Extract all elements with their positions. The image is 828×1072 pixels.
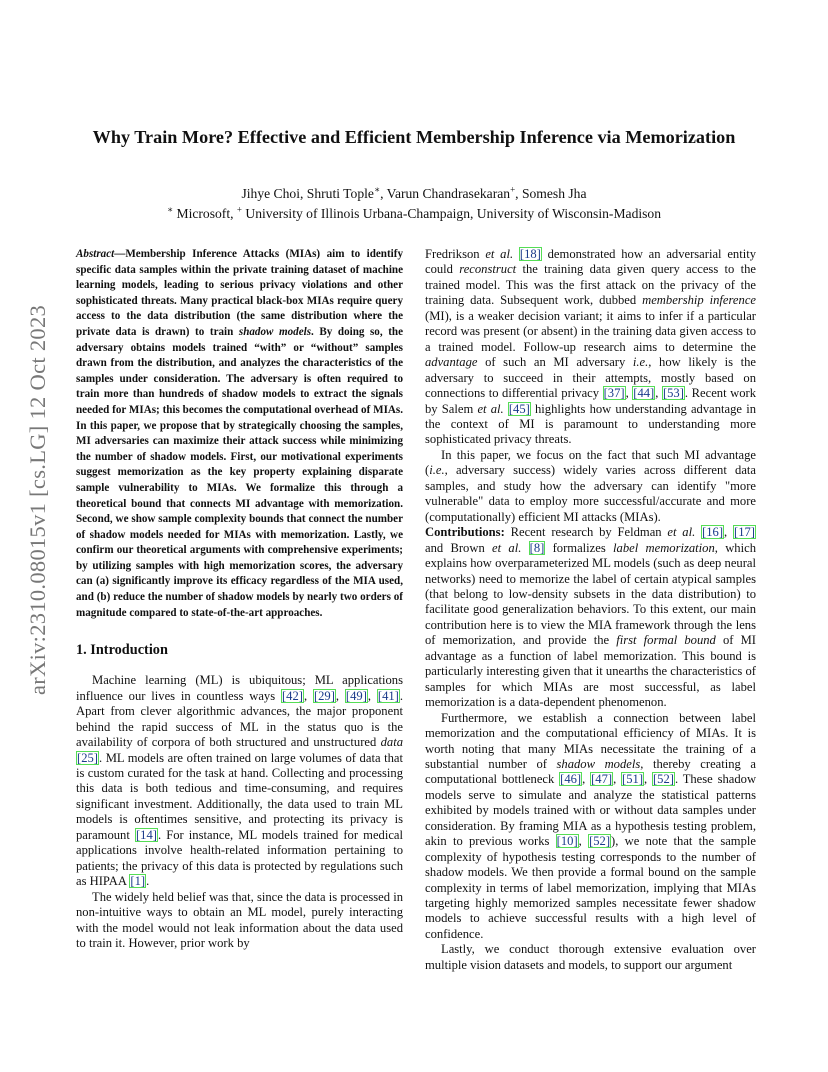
author-list: Jihye Choi, Shruti Tople∗, Varun Chandrasekaran+, Somesh Jha: [241, 184, 587, 201]
citation-link[interactable]: [44]: [633, 386, 655, 401]
intro-paragraph-4: In this paper, we focus on the fact that such MI advantage (i.e., adversary success) widely varies across different data samples, and study how the adversary can identify "more vulnerable" data to employ more successful/accurate and more (computationally) efficient MI attacks (MIAs).: [425, 447, 756, 524]
citation-link[interactable]: [46]: [560, 772, 582, 787]
citation-link[interactable]: [47]: [591, 772, 613, 787]
citation-link[interactable]: [42]: [281, 688, 303, 703]
right-column: [425, 247, 756, 973]
intro-paragraph-2: The widely held belief was that, since the data is processed in non-intuitive ways to obtain an ML model, purely interacting with the model would not leak information about the data used to train it. However, prior work by: [76, 889, 403, 950]
citation-link[interactable]: [41]: [377, 688, 399, 703]
citation-link[interactable]: [16]: [702, 525, 724, 540]
citation-link[interactable]: [29]: [313, 688, 335, 703]
section-heading-introduction: 1. Introduction: [76, 642, 168, 659]
intro-paragraph-1: Machine learning (ML) is ubiquitous; ML applications influence our lives in countless ways [42], [29], [49], [41]. Apart from clever algorithmic advances, the major proponent behind the rapid success of ML in the status quo is the availability of corpora of both structured and unstructured data [25]. ML models are often trained on large volumes of data that is custom curated for the task at hand. Collecting and processing this data is both tedious and time-consuming, and requires significant investment. Additionally, the data used to train ML models is oftentimes sensitive, and protecting its privacy is paramount [14]. For instance, ML models trained for medical applications involve health-related information pertaining to patients; the privacy of this data is protected by regulations such as HIPAA [1].: [76, 673, 404, 889]
citation-link[interactable]: [1]: [130, 874, 146, 889]
intro-paragraph-7: Lastly, we conduct thorough extensive evaluation over multiple vision datasets and models, to support our argument: [425, 942, 756, 972]
citation-link[interactable]: [25]: [77, 750, 98, 765]
citation-link[interactable]: [37]: [603, 386, 625, 401]
arxiv-side-stamp: [18, 290, 58, 710]
citation-link[interactable]: [52]: [589, 834, 611, 849]
citation-link[interactable]: [10]: [556, 834, 578, 849]
intro-paragraph-3: Fredrikson et al. [18] demonstrated how an adversarial entity could reconstruct the training data given query access to the trained model. This was the first attack on the privacy of the training data. Subsequent work, dubbed membership inference (MI), is a weaker decision variant; it aims to infer if a particular record was present (or absent) in the training data given access to a trained model. Follow-up research aims to determine the advantage of such an MI adversary i.e., how likely is the adversary to succeed in their attempts, mostly based on connections to differential privacy [37], [44], [53]. Recent work by Salem et al. [45] highlights how understanding advantage in the context of MI is paramount to understanding more sophisticated privacy threats.: [425, 247, 756, 447]
citation-link[interactable]: [53]: [662, 386, 684, 401]
abstract: Abstract—Membership Inference Attacks (MIAs) aim to identify specific data samples within the private training dataset of machine learning models, leading to serious privacy violations and other sophisticated threats. Many practical black-box MIAs require query access to the data distribution (the same distribution where the private data is drawn) to train shadow models. By doing so, the adversary obtains models trained “with” or “without” samples drawn from the distribution, and analyzes the characteristics of the samples under consideration. The adversary is often required to train more than hundreds of shadow models to extract the signals needed for MIAs; this becomes the computational overhead of MIAs. In this paper, we propose that by strategically choosing the samples, MI adversaries can maximize their attack success while minimizing the number of shadow models. First, our motivational experiments suggest memorization as the key property explaining disparate sample vulnerability to MIAs. We formalize this through a theoretical bound that connects MI advantage with memorization. Second, we show sample complexity bounds that connect the number of shadow models needed for MIAs with memorization. Lastly, we confirm our theoretical arguments with comprehensive experiments; by utilizing samples with high memorization scores, the adversary can (a) significantly improve its efficacy regardless of the MIA used, and (b) reduce the number of shadow models by nearly two orders of magnitude compared to state-of-the-art approaches.: [76, 248, 403, 619]
citation-link[interactable]: [45]: [508, 401, 530, 416]
citation-link[interactable]: [18]: [519, 247, 541, 261]
left-column: [76, 247, 403, 951]
affiliations: ∗ Microsoft, + University of Illinois Urbana-Champaign, University of Wisconsin-Madison: [166, 204, 662, 221]
citation-link[interactable]: [17]: [734, 525, 755, 540]
paper-title: Why Train More? Effective and Efficient Membership Inference via Memorization: [92, 127, 736, 147]
citation-link[interactable]: [51]: [622, 772, 644, 787]
citation-link[interactable]: [14]: [135, 827, 157, 842]
citation-link[interactable]: [49]: [345, 688, 367, 703]
citation-link[interactable]: [8]: [529, 540, 545, 555]
citation-link[interactable]: [52]: [652, 772, 674, 787]
abstract-lead: Abstract: [76, 248, 115, 260]
intro-paragraph-6: Furthermore, we establish a connection between label memorization and the computational efficiency of MIAs. It is worth noting that many MIAs necessitate the training of a substantial number of shadow models, thereby creating a computational bottleneck [46], [47], [51], [52]. These shadow models serve to simulate and analyze the statistical patterns exhibited by models trained with or without data samples under consideration. By framing MIA as a hypothesis testing problem, akin to previous works [10], [52]), we note that the sample complexity of hypothesis testing corresponds to the number of shadow models. We then provide a formal bound on the sample complexity in terms of label memorization, implying that MIAs targeting highly memorized samples necessitate fewer shadow models to achieve successful results with a high level of confidence.: [425, 710, 757, 941]
contributions-paragraph: Contributions: Recent research by Feldman et al. [16], [17] and Brown et al. [8] formalizes label memorization, which explains how overparameterized ML models (such as deep neural networks) need to memorize the label of certain atypical samples (that belong to low-density subsets in the data distribution) to facilitate good generalization behaviors. To this extent, our main contribution here is to view the MIA framework through the lens of memorization, and provide the first formal bound of MI advantage as a function of label memorization. This bound is particularly interesting given that it unearths the characteristics of samples for which MIAs are most successful, as label memorization is a data-dependent phenomenon.: [425, 525, 756, 710]
arxiv-identifier: arXiv:2310.08015v1 [cs.LG] 12 Oct 2023: [25, 304, 50, 696]
